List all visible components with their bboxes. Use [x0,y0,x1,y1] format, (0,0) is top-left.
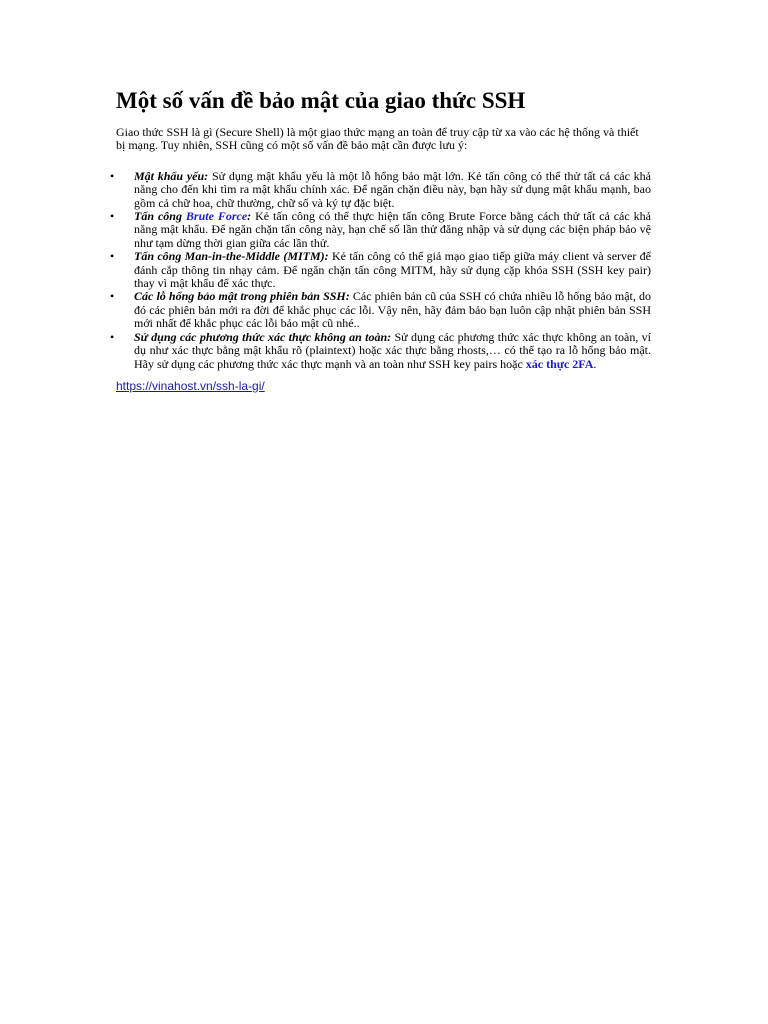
item-tail: . [593,356,597,371]
bullet-icon: • [110,209,115,224]
item-text: Các phiên bản cũ của SSH có chứa nhiều lỗ hổng bảo mật, do đó các phiên bản mới ra đời để khắc phục các lỗi. Vậy nên, hãy đảm bảo bạn luôn cập nhật phiên bản SSH mới nhất để khắc phục các lỗi bảo mật cũ nhé.. [134,289,652,331]
item-term: Mật khẩu yếu: [134,168,209,183]
list-item [110,289,652,331]
list-item [110,168,651,210]
item-term-suffix: : [247,209,252,224]
brute-force-link[interactable]: Brute Force [185,209,248,224]
2fa-link[interactable]: xác thực 2FA [525,356,594,371]
page-title: Một số vấn đề bảo mật của giao thức SSH [116,88,526,113]
item-text: Kẻ tấn công có thể thực hiện tấn công Brute Force bằng cách thử tất cả các khả năng mật khẩu. Để ngăn chặn tấn công này, hạn chế số lần thử đăng nhập và sử dụng các biện pháp bảo vệ như tạm dừng thời gian giữa các lần thử. [134,209,651,250]
source-url-link[interactable]: https://vinahost.vn/ssh-la-gi/ [116,378,265,393]
list-item [110,209,651,250]
bullet-icon: • [110,329,115,344]
item-term: Sử dụng các phương thức xác thực không an toàn: [134,329,392,344]
item-term: Tấn công [134,209,186,224]
list-item [110,329,651,371]
source-link-line [116,379,651,393]
item-term: Tấn công Man-in-the-Middle (MITM): [134,249,329,264]
document-body [110,86,652,393]
item-text: Sử dụng mật khẩu yếu là một lỗ hổng bảo mật lớn. Kẻ tấn công có thể thử tất cả các khả năng cho đến khi tìm ra mật khẩu chính xác. Để ngăn chặn điều này, bạn hãy sử dụng mật khẩu mạnh, bao gồm cả chữ hoa, chữ thường, chữ số và ký tự đặc biệt. [134,168,651,210]
bullet-icon: • [110,249,115,264]
intro-paragraph: Giao thức SSH là gì (Secure Shell) là một giao thức mạng an toàn để truy cập từ xa vào các hệ thống và thiết bị mạng. Tuy nhiên, SSH cũng có một số vấn đề bảo mật cần được lưu ý: [116,125,639,153]
issues-list [110,168,652,371]
item-term: Các lỗ hổng bảo mật trong phiên bản SSH: [134,289,350,304]
item-text: Kẻ tấn công có thể giả mạo giao tiếp giữa máy client và server để đánh cắp thông tin nhạy cảm. Để ngăn chặn tấn công MITM, hãy sử dụng cặp khóa SSH (SSH key pair) thay vì mật khẩu để xác thực. [134,249,652,291]
bullet-icon: • [110,289,115,304]
list-item [110,249,652,291]
bullet-icon: • [110,168,115,183]
item-text: Sử dụng các phương thức xác thực không an toàn, ví dụ như xác thực bằng mật khẩu rõ (plaintext) hoặc xác thực bằng rhosts,… có thể tạo ra lỗ hổng bảo mật. Hãy sử dụng các phương thức xác thực mạnh và an toàn như SSH key pairs hoặc [134,329,651,371]
